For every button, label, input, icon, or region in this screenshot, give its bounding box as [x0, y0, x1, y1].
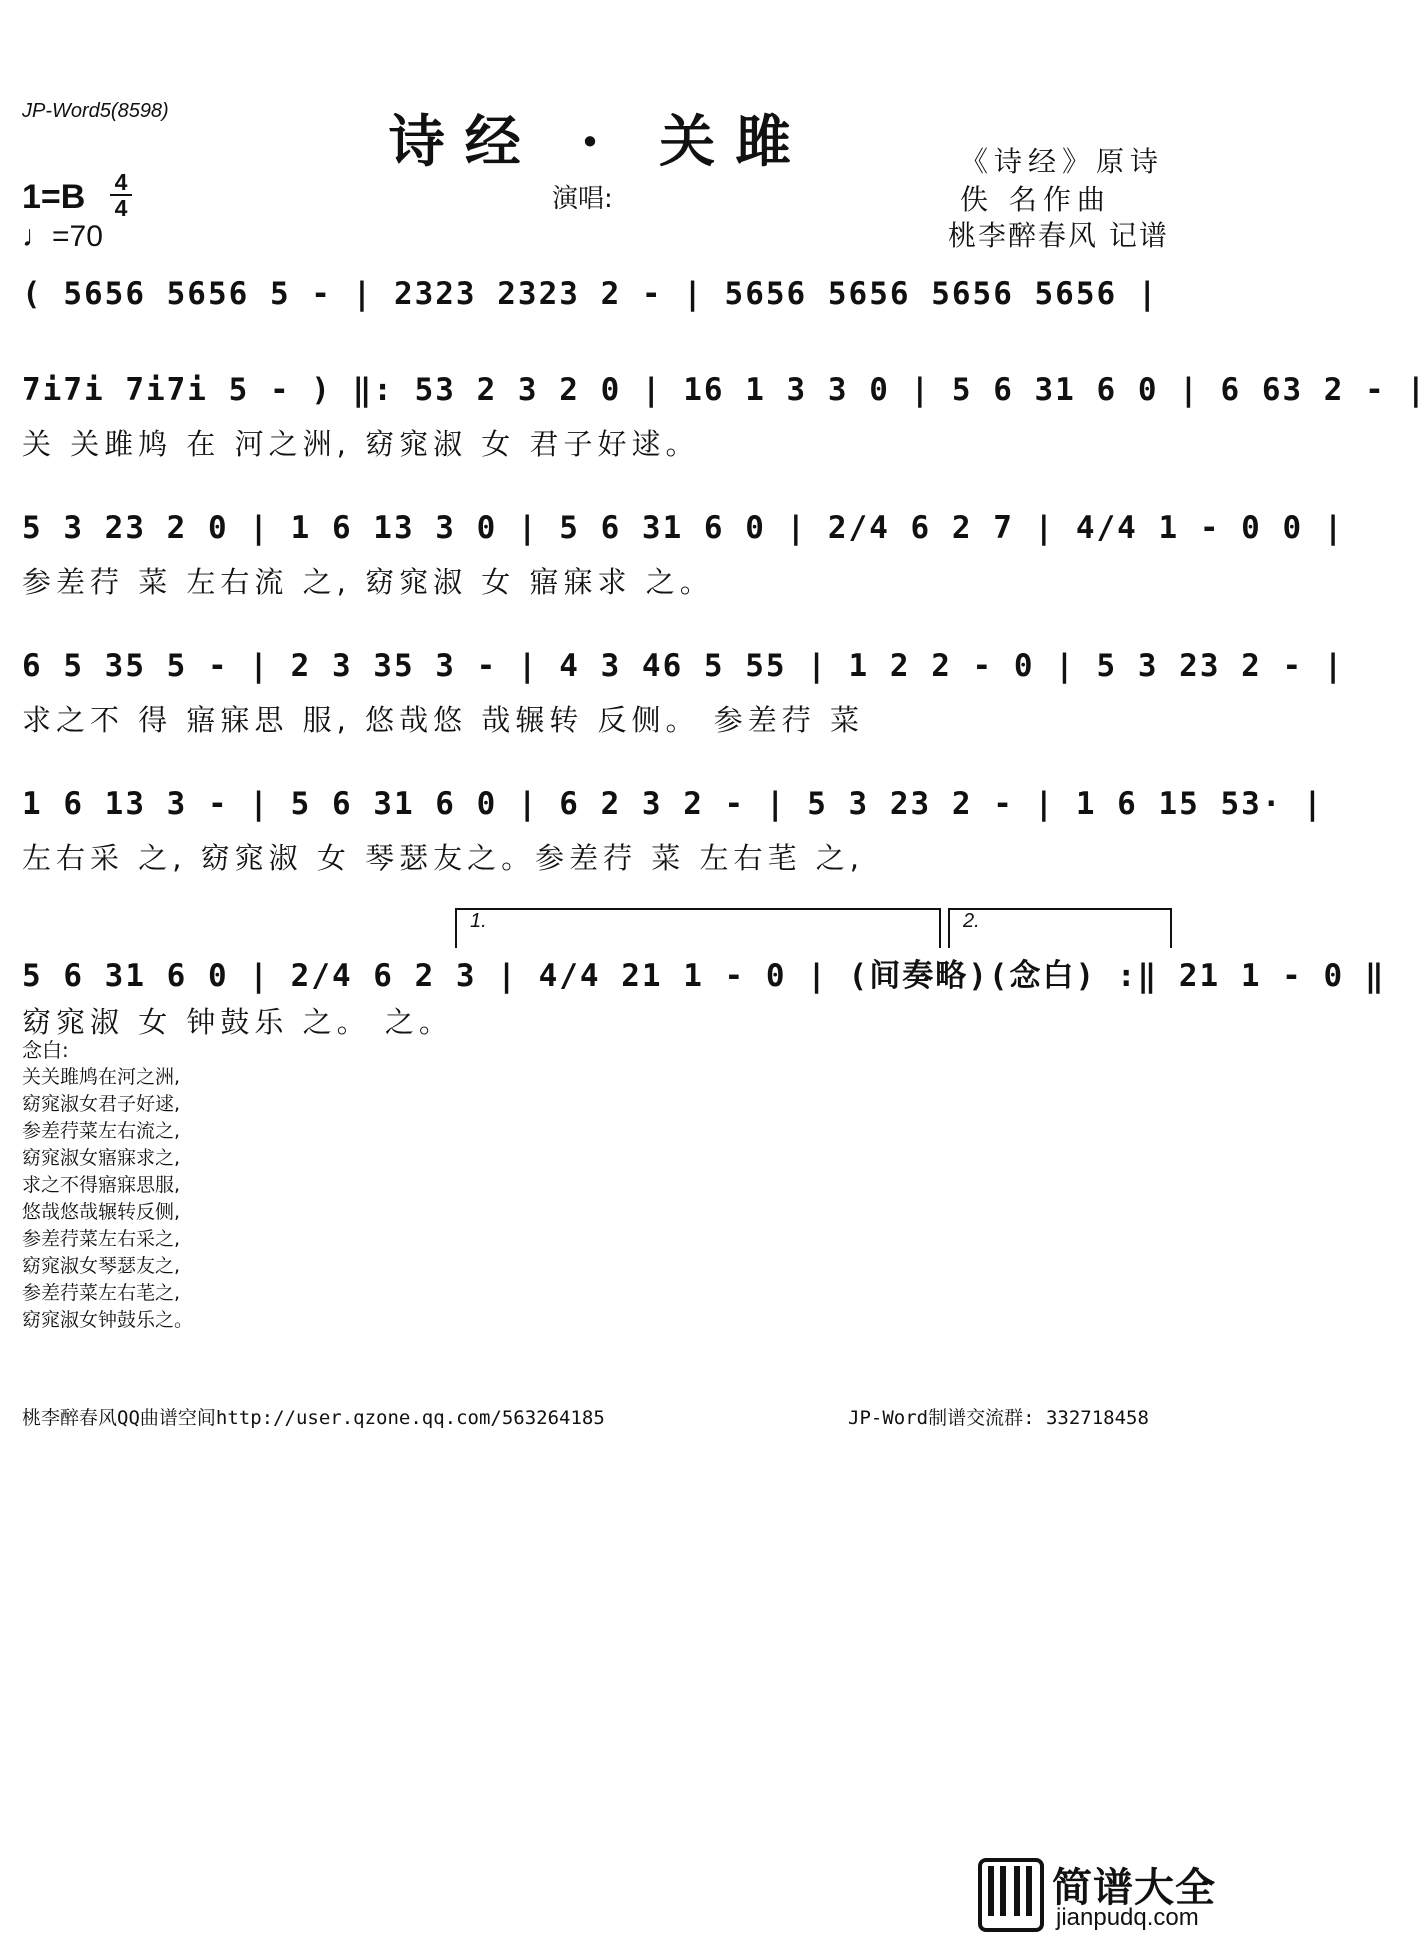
volta-bracket-1: [455, 908, 941, 948]
narration-title: 念白:: [22, 1038, 69, 1062]
key-signature: 1=B: [22, 178, 86, 216]
piano-key: [1026, 1866, 1032, 1916]
lyric-row-2: 关 关雎鸠 在 河之洲, 窈窕淑 女 君子好逑。: [22, 427, 700, 461]
score-row-4: 6 5 35 5 - | 2 3 35 3 - | 4 3 46 5 55 | 1 2 2 - 0 | 5 3 23 2 - |: [22, 648, 1345, 684]
time-numerator: 4: [114, 169, 128, 195]
lyric-row-4: 求之不 得 寤寐思 服, 悠哉悠 哉辗转 反侧。 参差荇 菜: [22, 703, 864, 737]
piano-key: [1000, 1866, 1006, 1916]
quarter-note-icon: ♩: [22, 220, 52, 253]
lyric-row-5: 左右采 之, 窈窕淑 女 琴瑟友之。参差荇 菜 左右芼 之,: [22, 841, 864, 875]
logo-url: jianpudq.com: [1056, 1904, 1199, 1931]
narration-lines: [22, 1064, 193, 1334]
lyricist-credit: 《诗经》原诗: [960, 145, 1165, 178]
narration-line: 窈窕淑女琴瑟友之,: [22, 1255, 181, 1277]
narration-line: 悠哉悠哉辗转反侧,: [22, 1201, 181, 1223]
singer-label: 演唱:: [552, 184, 613, 214]
time-signature: [108, 170, 134, 220]
piano-key: [1014, 1866, 1020, 1916]
footer-qzone-link[interactable]: 桃李醉春风QQ曲谱空间http://user.qzone.qq.com/563264185: [22, 1407, 605, 1429]
score-row-1: ( 5656 5656 5 - | 2323 2323 2 - | 5656 5656 5656 5656 |: [22, 276, 1159, 312]
time-denominator: 4: [114, 195, 128, 221]
narration-line: 参差荇菜左右流之,: [22, 1120, 181, 1142]
volta-bracket-2: [948, 908, 1172, 948]
lyric-row-3: 参差荇 菜 左右流 之, 窈窕淑 女 寤寐求 之。: [22, 565, 714, 599]
tempo-value: =70: [52, 220, 103, 253]
logo-name: 简谱大全: [1052, 1865, 1216, 1911]
narration-line: 关关雎鸠在河之洲,: [22, 1066, 181, 1088]
score-row-6: 5 6 31 6 0 | 2/4 6 2 3 | 4/4 21 1 - 0 | (间奏略)(念白) :‖ 21 1 - 0 ‖: [22, 958, 1386, 994]
narration-line: 窈窕淑女君子好逑,: [22, 1093, 181, 1115]
volta-label-2: 2.: [963, 910, 980, 932]
narration-line: 窈窕淑女钟鼓乐之。: [22, 1309, 194, 1331]
site-logo[interactable]: [978, 1852, 1216, 1938]
piano-key: [988, 1866, 994, 1916]
software-label: JP-Word5(8598): [22, 100, 169, 122]
transcriber-credit: 桃李醉春风 记谱: [948, 219, 1169, 252]
narration-line: 参差荇菜左右采之,: [22, 1228, 181, 1250]
score-row-2: 7i7i 7i7i 5 - ) ‖: 53 2 3 2 0 | 16 1 3 3 0 | 5 6 31 6 0 | 6 63 2 - |: [22, 372, 1427, 408]
narration-line: 参差荇菜左右芼之,: [22, 1282, 181, 1304]
narration-line: 窈窕淑女寤寐求之,: [22, 1147, 181, 1169]
score-row-3: 5 3 23 2 0 | 1 6 13 3 0 | 5 6 31 6 0 | 2/4 6 2 7 | 4/4 1 - 0 0 |: [22, 510, 1345, 546]
narration-line: 求之不得寤寐思服,: [22, 1174, 181, 1196]
song-title: 诗经 · 关雎: [388, 109, 812, 175]
volta-label-1: 1.: [470, 910, 487, 932]
piano-icon: [978, 1858, 1044, 1932]
lyric-row-6: 窈窕淑 女 钟鼓乐 之。 之。: [22, 1005, 453, 1039]
tempo: [22, 220, 103, 254]
score-row-5: 1 6 13 3 - | 5 6 31 6 0 | 6 2 3 2 - | 5 3 23 2 - | 1 6 15 53· |: [22, 786, 1324, 822]
footer-qq-group: JP-Word制谱交流群: 332718458: [848, 1407, 1149, 1429]
composer-credit: 佚 名作曲: [960, 183, 1111, 216]
